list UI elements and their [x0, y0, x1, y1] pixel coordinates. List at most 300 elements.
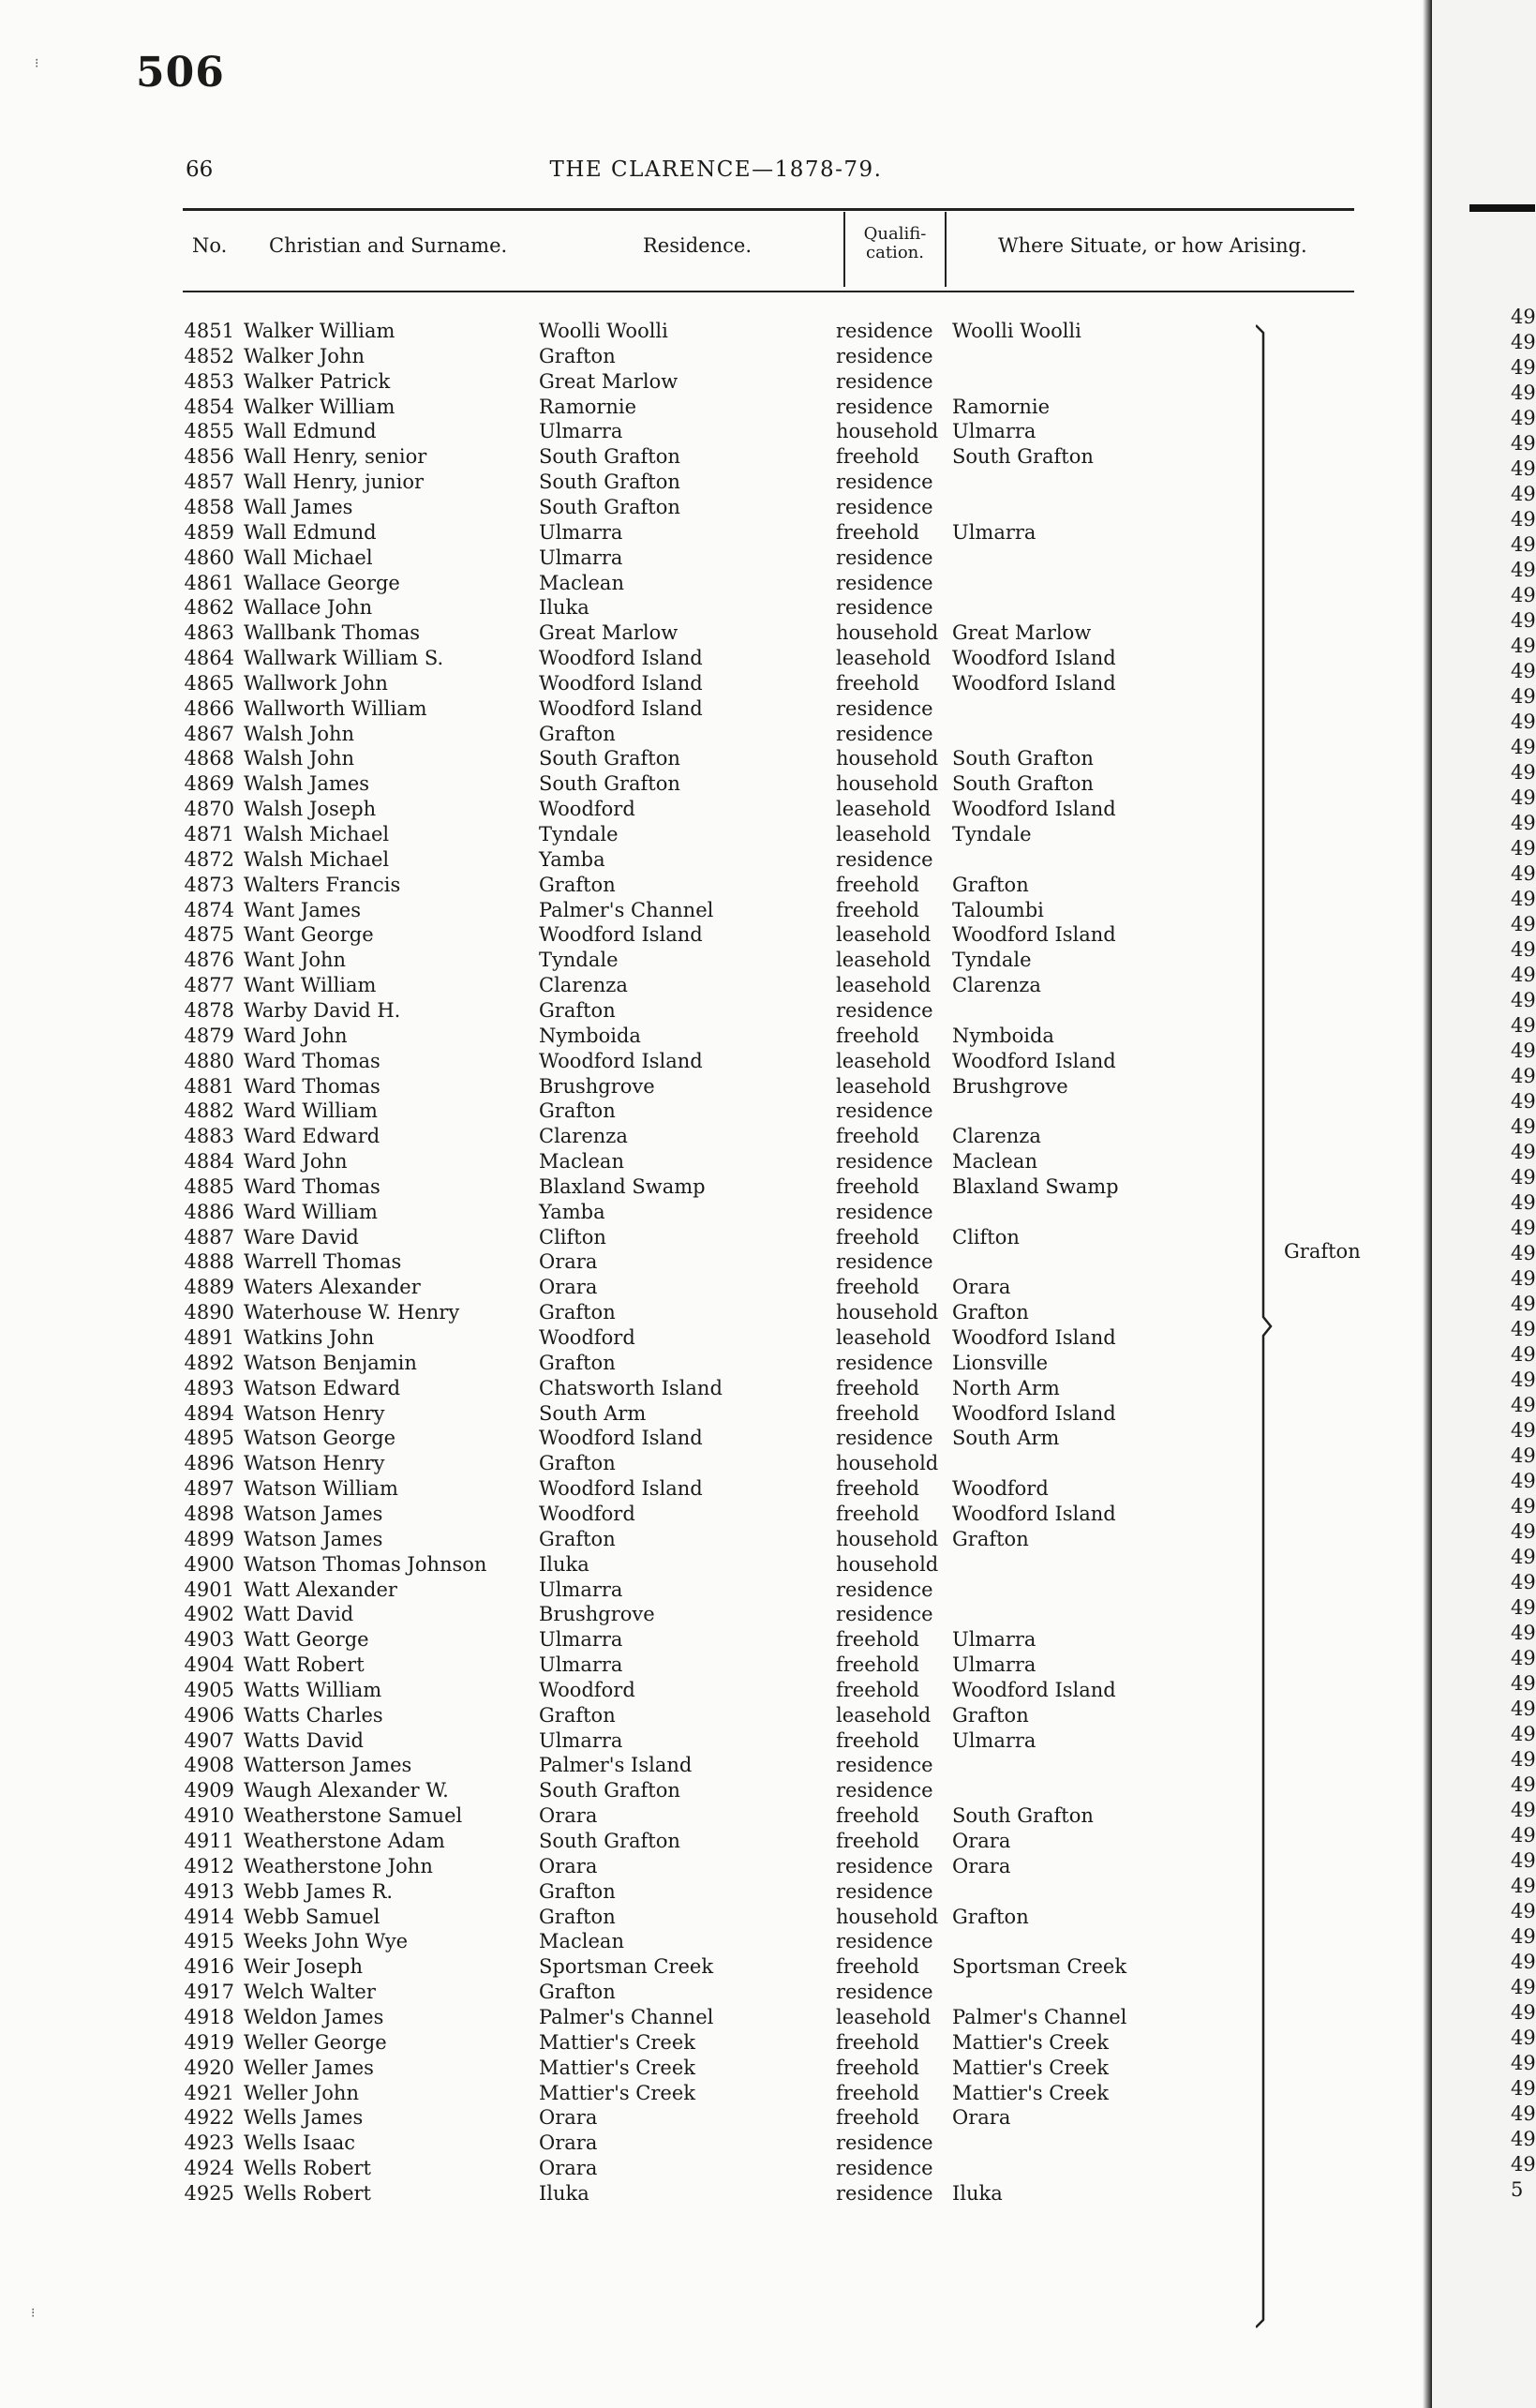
entry-number: 4865 [184, 671, 234, 695]
adjacent-page-number: 49 [1511, 989, 1536, 1011]
table-row [0, 1929, 1406, 1954]
adjacent-page-number: 49 [1511, 1875, 1536, 1897]
adjacent-page-number: 49 [1511, 508, 1536, 531]
entry-residence: South Arm [539, 1401, 647, 1425]
entry-residence: South Grafton [539, 1830, 680, 1852]
entry-number: 4908 [184, 1754, 234, 1777]
entry-where: Taloumbi [952, 898, 1044, 921]
adjacent-page-number: 49 [1511, 862, 1536, 885]
entry-number: 4860 [184, 546, 234, 569]
table-row [0, 873, 1406, 898]
entry-number: 4922 [184, 2106, 234, 2130]
entry-residence: Palmer's Channel [539, 898, 714, 921]
entry-number: 4905 [184, 1678, 234, 1701]
entry-residence: Grafton [539, 1879, 616, 1903]
entry-residence: Woodford [539, 1678, 635, 1701]
entry-name: Walker William [244, 395, 395, 418]
entry-number: 4875 [184, 923, 234, 947]
table-row [0, 1578, 1406, 1603]
entry-number: 4912 [184, 1854, 234, 1877]
table-row [0, 1829, 1406, 1854]
entry-name: Watson William [244, 1477, 398, 1501]
entry-residence: South Grafton [539, 1779, 680, 1802]
entry-number: 4884 [184, 1150, 234, 1174]
entry-number: 4893 [184, 1376, 234, 1399]
entry-number: 4918 [184, 2005, 234, 2028]
entry-where: Grafton [952, 1703, 1029, 1727]
adjacent-page-number: 49 [1511, 1141, 1536, 1163]
table-row [0, 621, 1406, 646]
entry-where: Grafton [952, 1301, 1029, 1324]
entry-qualification: residence [836, 2131, 933, 2155]
entry-where: Tyndale [952, 823, 1032, 845]
entry-residence: Woodford [539, 1326, 635, 1349]
entry-number: 4891 [184, 1326, 234, 1349]
table-row [0, 1351, 1406, 1376]
entry-where: Woodford Island [952, 1401, 1116, 1425]
entry-where: Great Marlow [952, 621, 1092, 645]
entry-number: 4925 [184, 2181, 234, 2205]
adjacent-page-number: 49 [1511, 1394, 1536, 1416]
entry-name: Watts Charles [244, 1703, 383, 1727]
entry-residence: Grafton [539, 873, 616, 896]
entry-where: Maclean [952, 1150, 1037, 1174]
entry-name: Weir Joseph [244, 1955, 363, 1979]
table-row [0, 1225, 1406, 1250]
entry-where: South Grafton [952, 445, 1094, 469]
adjacent-page-number: 49 [1511, 609, 1536, 632]
entry-number: 4881 [184, 1074, 234, 1098]
entry-name: Wall Henry, senior [244, 445, 427, 469]
adjacent-page-number: 49 [1511, 1773, 1536, 1796]
entry-number: 4873 [184, 873, 234, 896]
entry-where: Woodford Island [952, 1678, 1116, 1701]
entry-residence: Grafton [539, 722, 616, 745]
entry-qualification: leasehold [836, 949, 932, 972]
entry-qualification: residence [836, 2181, 933, 2205]
table-row [0, 2056, 1406, 2081]
entry-where: Woodford Island [952, 1502, 1116, 1525]
entry-number: 4910 [184, 1804, 234, 1828]
entry-number: 4923 [184, 2131, 234, 2155]
entry-residence: Chatsworth Island [539, 1376, 723, 1399]
table-row [0, 1803, 1406, 1829]
entry-qualification: residence [836, 571, 933, 594]
entry-name: Waterhouse W. Henry [244, 1301, 460, 1324]
entry-qualification: freehold [836, 1628, 919, 1652]
entry-qualification: leasehold [836, 974, 932, 997]
entry-qualification: residence [836, 369, 933, 393]
entry-name: Watts David [244, 1728, 364, 1752]
entry-where: Woodford Island [952, 1326, 1116, 1349]
entry-qualification: residence [836, 1200, 933, 1223]
entry-residence: Yamba [539, 847, 605, 871]
entry-name: Ward John [244, 1150, 348, 1174]
entry-qualification: freehold [836, 445, 919, 469]
entry-qualification: freehold [836, 1225, 919, 1249]
table-row [0, 998, 1406, 1024]
entry-residence: Palmer's Channel [539, 2005, 714, 2028]
adjacent-page-number: 49 [1511, 1242, 1536, 1264]
entry-where: South Grafton [952, 1804, 1094, 1828]
entry-residence: Blaxland Swamp [539, 1174, 706, 1198]
entry-qualification: freehold [836, 1024, 919, 1047]
entry-qualification: freehold [836, 1728, 919, 1752]
entry-residence: South Grafton [539, 495, 680, 518]
entry-name: Want James [244, 898, 361, 921]
adjacent-page-number: 49 [1511, 2001, 1536, 2024]
table-row [0, 1980, 1406, 2005]
table-row [0, 444, 1406, 470]
table-row [0, 1602, 1406, 1627]
adjacent-page-number: 49 [1511, 1571, 1536, 1593]
entry-name: Wall Edmund [244, 420, 377, 443]
entry-number: 4851 [184, 320, 234, 342]
entry-name: Wall James [244, 495, 353, 518]
entry-residence: Grafton [539, 344, 616, 367]
entry-name: Weller George [244, 2030, 387, 2054]
entry-residence: Tyndale [539, 949, 619, 972]
entry-qualification: freehold [836, 1804, 919, 1828]
entry-name: Weller John [244, 2081, 359, 2104]
entry-name: Ware David [244, 1225, 359, 1249]
entry-qualification: freehold [836, 1401, 919, 1425]
entry-residence: Mattier's Creek [539, 2056, 695, 2079]
entry-where: Orara [952, 1276, 1011, 1299]
entry-where: Orara [952, 1854, 1011, 1877]
entry-residence: South Grafton [539, 747, 680, 770]
running-head: THE CLARENCE—1878-79. [549, 157, 883, 182]
entry-number: 4871 [184, 823, 234, 845]
entry-name: Want John [244, 949, 347, 972]
adjacent-page-number: 49 [1511, 888, 1536, 910]
table-row [0, 1728, 1406, 1754]
entry-where: Sportsman Creek [952, 1955, 1127, 1979]
entry-name: Ward Edward [244, 1125, 380, 1148]
entry-residence: Ulmarra [539, 1653, 623, 1677]
entry-number: 4878 [184, 998, 234, 1022]
brace-label: Grafton [1284, 1240, 1361, 1263]
column-header-qualification: Qualifi- cation. [863, 224, 927, 262]
table-row [0, 1401, 1406, 1427]
entry-residence: Tyndale [539, 823, 619, 845]
adjacent-page-number: 49 [1511, 1723, 1536, 1745]
entry-qualification: residence [836, 1099, 933, 1123]
entry-residence: Grafton [539, 1099, 616, 1123]
entry-name: Wallworth William [244, 696, 427, 720]
table-row [0, 1200, 1406, 1225]
table-row [0, 922, 1406, 948]
column-header-residence: Residence. [643, 234, 752, 257]
entry-name: Watson Thomas Johnson [244, 1552, 487, 1576]
entry-residence: South Grafton [539, 445, 680, 469]
table-row [0, 419, 1406, 444]
entry-where: Ramornie [952, 395, 1051, 418]
table-row [0, 395, 1406, 420]
entry-number: 4920 [184, 2056, 234, 2079]
adjacent-page-number: 49 [1511, 1318, 1536, 1340]
entry-residence: Grafton [539, 1703, 616, 1727]
entry-number: 4872 [184, 847, 234, 871]
entry-where: Mattier's Creek [952, 2081, 1109, 2104]
adjacent-page-number: 49 [1511, 1495, 1536, 1518]
entry-where: South Grafton [952, 772, 1094, 796]
adjacent-page-number: 49 [1511, 938, 1536, 961]
entry-number: 4906 [184, 1703, 234, 1727]
table-row [0, 2131, 1406, 2156]
table-row [0, 1049, 1406, 1074]
adjacent-page-number: 49 [1511, 381, 1536, 404]
entry-name: Ward Thomas [244, 1074, 380, 1098]
adjacent-page-number: 49 [1511, 1546, 1536, 1568]
entry-qualification: residence [836, 546, 933, 569]
entry-qualification: freehold [836, 2056, 919, 2079]
table-row [0, 1325, 1406, 1351]
table-row [0, 1502, 1406, 1527]
adjacent-page-rule [1469, 204, 1535, 212]
entry-qualification: household [836, 1552, 939, 1576]
entry-name: Watson George [244, 1427, 396, 1450]
entry-number: 4870 [184, 798, 234, 821]
column-header-where: Where Situate, or how Arising. [998, 234, 1307, 257]
entry-qualification: freehold [836, 898, 919, 921]
entry-number: 4879 [184, 1024, 234, 1047]
entry-qualification: residence [836, 1930, 933, 1953]
entry-name: Waugh Alexander W. [244, 1779, 449, 1802]
entry-number: 4883 [184, 1125, 234, 1148]
entry-name: Wells James [244, 2106, 364, 2130]
entry-residence: Iluka [539, 596, 589, 620]
entry-number: 4868 [184, 747, 234, 770]
adjacent-page-number: 49 [1511, 1748, 1536, 1771]
entry-where: Woodford Island [952, 798, 1116, 821]
entry-number: 4888 [184, 1250, 234, 1274]
entry-residence: Maclean [539, 1930, 624, 1953]
table-row [0, 1024, 1406, 1049]
entry-residence: Ulmarra [539, 546, 623, 569]
entry-name: Want George [244, 923, 374, 947]
entry-residence: Woodford Island [539, 696, 703, 720]
entry-qualification: leasehold [836, 1703, 932, 1727]
table-row [0, 344, 1406, 369]
entry-qualification: household [836, 1905, 939, 1928]
adjacent-page-number: 49 [1511, 1039, 1536, 1062]
entry-name: Wells Robert [244, 2181, 371, 2205]
entry-residence: Orara [539, 1276, 598, 1299]
entry-where: Clarenza [952, 1125, 1041, 1148]
adjacent-page-number: 49 [1511, 837, 1536, 860]
entry-qualification: residence [836, 1779, 933, 1802]
entry-residence: Great Marlow [539, 621, 679, 645]
adjacent-page-number: 49 [1511, 1444, 1536, 1467]
table-row [0, 797, 1406, 822]
adjacent-page-number: 49 [1511, 1343, 1536, 1366]
entry-where: Ulmarra [952, 1728, 1036, 1752]
entry-residence: Ramornie [539, 395, 637, 418]
table-row [0, 646, 1406, 671]
entry-name: Wallace George [244, 571, 400, 594]
entry-where: Ulmarra [952, 420, 1036, 443]
entry-residence: Grafton [539, 1527, 616, 1550]
entry-where: Grafton [952, 873, 1029, 896]
entry-residence: Ulmarra [539, 520, 623, 544]
entry-residence: Woodford Island [539, 1049, 703, 1072]
entry-name: Walsh Michael [244, 823, 390, 845]
entry-name: Watson Henry [244, 1452, 385, 1475]
entry-residence: Woodford Island [539, 1477, 703, 1501]
entry-number: 4904 [184, 1653, 234, 1677]
entry-where: South Arm [952, 1427, 1060, 1450]
sub-page-number: 66 [186, 157, 214, 182]
entry-name: Weatherstone John [244, 1854, 433, 1877]
entry-qualification: leasehold [836, 823, 932, 845]
entry-residence: Ulmarra [539, 1728, 623, 1752]
entry-qualification: residence [836, 320, 933, 342]
table-row [0, 1653, 1406, 1678]
entry-where: Woodford [952, 1477, 1049, 1501]
entry-residence: Sportsman Creek [539, 1955, 714, 1979]
entry-where: Lionsville [952, 1351, 1049, 1374]
entry-number: 4899 [184, 1527, 234, 1550]
entry-qualification: freehold [836, 671, 919, 695]
adjacent-page-number: 49 [1511, 584, 1536, 606]
entry-residence: Grafton [539, 1452, 616, 1475]
table-row [0, 2005, 1406, 2030]
adjacent-page-number: 49 [1511, 1698, 1536, 1720]
adjacent-page-number: 49 [1511, 306, 1536, 328]
entry-qualification: household [836, 747, 939, 770]
entry-qualification: residence [836, 1351, 933, 1374]
entry-residence: Mattier's Creek [539, 2081, 695, 2104]
entry-residence: Ulmarra [539, 1578, 623, 1601]
entry-name: Wall Michael [244, 546, 373, 569]
entry-name: Ward William [244, 1099, 378, 1123]
entry-number: 4882 [184, 1099, 234, 1123]
adjacent-page-number: 49 [1511, 1925, 1536, 1948]
table-row [0, 1905, 1406, 1930]
entry-qualification: household [836, 1527, 939, 1550]
entry-qualification: residence [836, 847, 933, 871]
entry-number: 4898 [184, 1502, 234, 1525]
entry-number: 4853 [184, 369, 234, 393]
table-row [0, 1149, 1406, 1174]
entry-number: 4919 [184, 2030, 234, 2054]
entry-residence: Orara [539, 2106, 598, 2130]
entry-name: Wells Isaac [244, 2131, 356, 2155]
table-row [0, 1099, 1406, 1124]
table-row [0, 746, 1406, 771]
entry-where: Brushgrove [952, 1074, 1068, 1098]
table-row [0, 546, 1406, 571]
entry-residence: South Grafton [539, 772, 680, 796]
entry-qualification: freehold [836, 2030, 919, 2054]
entry-number: 4887 [184, 1225, 234, 1249]
entry-residence: South Grafton [539, 471, 680, 494]
entry-qualification: household [836, 1301, 939, 1324]
entry-where: Blaxland Swamp [952, 1174, 1119, 1198]
entry-number: 4857 [184, 471, 234, 494]
table-row [0, 696, 1406, 722]
entry-qualification: residence [836, 1578, 933, 1601]
entry-where: Woodford Island [952, 1049, 1116, 1072]
entry-residence: Orara [539, 1804, 598, 1828]
entry-name: Weatherstone Adam [244, 1830, 445, 1852]
entry-qualification: residence [836, 722, 933, 745]
table-row [0, 571, 1406, 596]
column-divider [945, 212, 947, 287]
table-row [0, 470, 1406, 495]
entry-residence: Orara [539, 1250, 598, 1274]
entry-qualification: household [836, 772, 939, 796]
table-row [0, 1678, 1406, 1703]
entry-residence: Grafton [539, 1981, 616, 2004]
entry-name: Ward John [244, 1024, 348, 1047]
adjacent-page-number: 49 [1511, 964, 1536, 986]
entry-where: Clarenza [952, 974, 1041, 997]
entry-name: Wells Robert [244, 2157, 371, 2180]
entry-name: Walker William [244, 320, 395, 342]
entry-qualification: freehold [836, 1678, 919, 1701]
entry-residence: Woodford Island [539, 647, 703, 670]
entry-qualification: freehold [836, 520, 919, 544]
entry-qualification: freehold [836, 1502, 919, 1525]
entry-number: 4877 [184, 974, 234, 997]
entry-name: Want William [244, 974, 377, 997]
entry-residence: Orara [539, 2157, 598, 2180]
column-header-name: Christian and Surname. [269, 234, 508, 257]
adjacent-page-number: 49 [1511, 1470, 1536, 1492]
entry-qualification: freehold [836, 1174, 919, 1198]
entry-qualification: freehold [836, 1376, 919, 1399]
entry-number: 4897 [184, 1477, 234, 1501]
entry-number: 4886 [184, 1200, 234, 1223]
entry-name: Weller James [244, 2056, 374, 2079]
entry-number: 4854 [184, 395, 234, 418]
entry-qualification: freehold [836, 1653, 919, 1677]
entry-qualification: residence [836, 471, 933, 494]
header-rule-bottom [183, 291, 1354, 292]
adjacent-page-number: 49 [1511, 635, 1536, 657]
table-row [0, 1879, 1406, 1905]
entry-qualification: leasehold [836, 1074, 932, 1098]
entry-where: Clifton [952, 1225, 1020, 1249]
entry-qualification: leasehold [836, 923, 932, 947]
entry-where: Iluka [952, 2181, 1003, 2205]
entry-name: Walker John [244, 344, 365, 367]
entry-name: Weatherstone Samuel [244, 1804, 463, 1828]
adjacent-page-number: 49 [1511, 2027, 1536, 2049]
adjacent-page-number: 49 [1511, 685, 1536, 708]
entry-qualification: leasehold [836, 1049, 932, 1072]
entry-name: Wall Edmund [244, 520, 377, 544]
entry-name: Watson Henry [244, 1401, 385, 1425]
entry-name: Warby David H. [244, 998, 401, 1022]
entry-number: 4895 [184, 1427, 234, 1450]
entry-residence: Ulmarra [539, 1628, 623, 1652]
entry-qualification: residence [836, 998, 933, 1022]
entry-name: Wallace John [244, 596, 373, 620]
entry-where: Grafton [952, 1905, 1029, 1928]
entry-qualification: household [836, 420, 939, 443]
table-row [0, 1249, 1406, 1275]
adjacent-page-number: 49 [1511, 457, 1536, 480]
adjacent-page-number: 49 [1511, 786, 1536, 809]
entry-qualification: residence [836, 1150, 933, 1174]
table-row [0, 369, 1406, 395]
entry-number: 4896 [184, 1452, 234, 1475]
entry-number: 4911 [184, 1830, 234, 1852]
entry-number: 4900 [184, 1552, 234, 1576]
